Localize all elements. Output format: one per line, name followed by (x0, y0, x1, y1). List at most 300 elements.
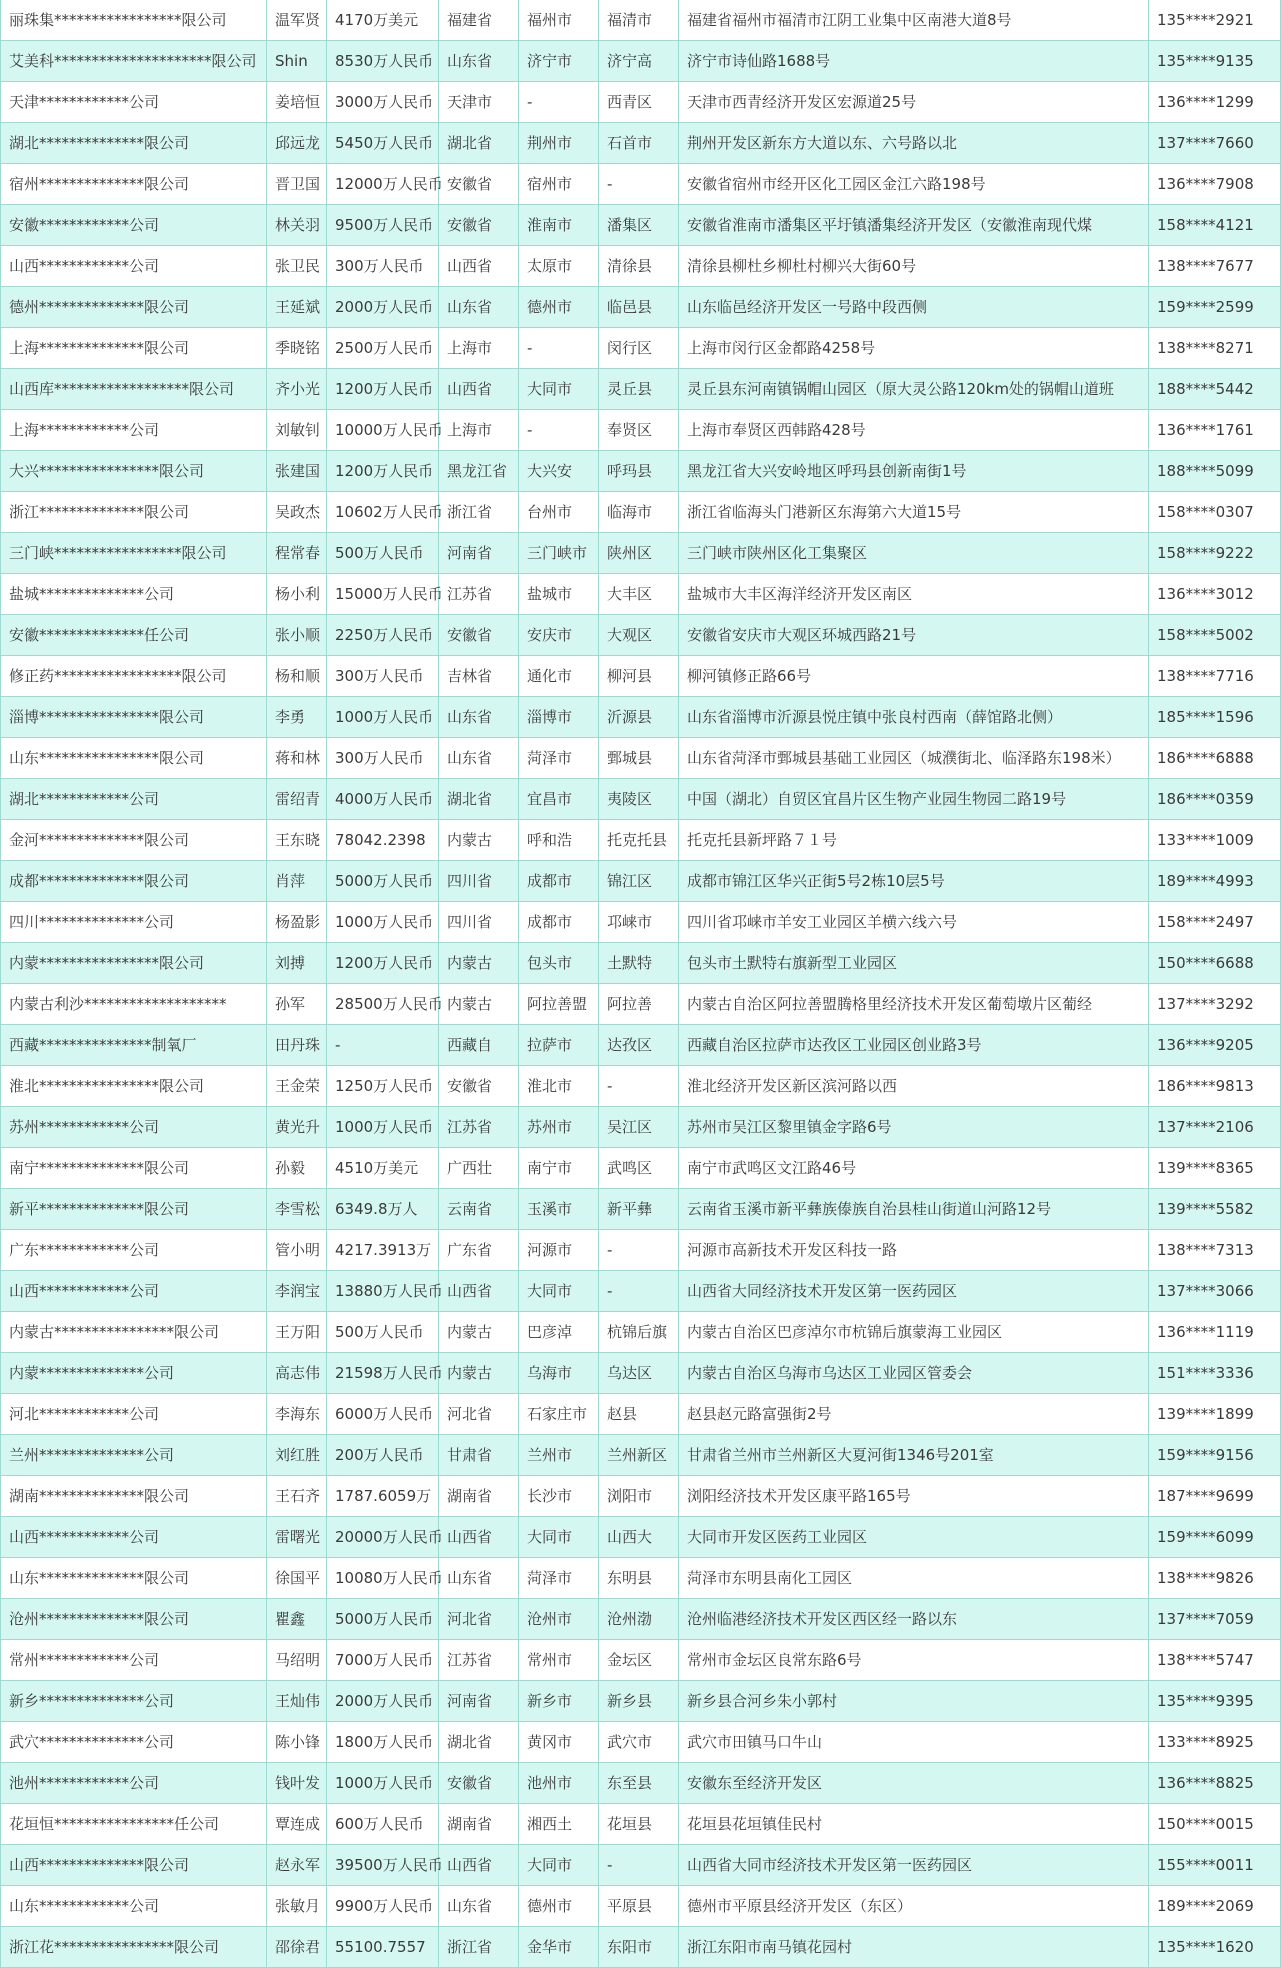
legal-rep-cell: 吴政杰 (267, 492, 327, 533)
phone-cell: 186****6888 (1149, 738, 1281, 779)
company-name-cell: 内蒙古****************限公司 (1, 1312, 267, 1353)
legal-rep-cell: Shin (267, 41, 327, 82)
address-cell: 山东省菏泽市鄄城县基础工业园区（城濮街北、临泽路东198米） (679, 738, 1149, 779)
table-row (1, 1517, 1281, 1558)
city-cell: 成都市 (519, 861, 599, 902)
district-cell: 武穴市 (599, 1722, 679, 1763)
legal-rep-cell: 张卫民 (267, 246, 327, 287)
province-cell: 四川省 (439, 902, 519, 943)
phone-cell: 159****6099 (1149, 1517, 1281, 1558)
district-cell: 西青区 (599, 82, 679, 123)
phone-cell: 150****0015 (1149, 1804, 1281, 1845)
legal-rep-cell: 瞿鑫 (267, 1599, 327, 1640)
city-cell: 德州市 (519, 1886, 599, 1927)
address-cell: 内蒙古自治区乌海市乌达区工业园区管委会 (679, 1353, 1149, 1394)
province-cell: 湖北省 (439, 123, 519, 164)
registered-capital-cell: 4170万美元 (327, 0, 439, 41)
company-name-cell: 淮北****************限公司 (1, 1066, 267, 1107)
table-row (1, 984, 1281, 1025)
district-cell: 平原县 (599, 1886, 679, 1927)
district-cell: 浏阳市 (599, 1476, 679, 1517)
address-cell: 山西省大同经济技术开发区第一医药园区 (679, 1271, 1149, 1312)
address-cell: 常州市金坛区良常东路6号 (679, 1640, 1149, 1681)
address-cell: 花垣县花垣镇佳民村 (679, 1804, 1149, 1845)
legal-rep-cell: 管小明 (267, 1230, 327, 1271)
company-name-cell: 常州************公司 (1, 1640, 267, 1681)
legal-rep-cell: 蒋和林 (267, 738, 327, 779)
district-cell: 呼玛县 (599, 451, 679, 492)
address-cell: 大同市开发区医药工业园区 (679, 1517, 1149, 1558)
province-cell: 上海市 (439, 410, 519, 451)
district-cell: 陕州区 (599, 533, 679, 574)
province-cell: 山东省 (439, 1558, 519, 1599)
province-cell: 江苏省 (439, 574, 519, 615)
province-cell: 湖北省 (439, 779, 519, 820)
phone-cell: 139****5582 (1149, 1189, 1281, 1230)
table-row (1, 1312, 1281, 1353)
province-cell: 浙江省 (439, 1927, 519, 1968)
registered-capital-cell: 4217.3913万 (327, 1230, 439, 1271)
company-name-cell: 沧州**************限公司 (1, 1599, 267, 1640)
company-name-cell: 西藏***************制氧厂 (1, 1025, 267, 1066)
city-cell: 新乡市 (519, 1681, 599, 1722)
city-cell: 南宁市 (519, 1148, 599, 1189)
province-cell: 云南省 (439, 1189, 519, 1230)
company-name-cell: 武穴**************公司 (1, 1722, 267, 1763)
company-name-cell: 山西库******************限公司 (1, 369, 267, 410)
company-name-cell: 池州************公司 (1, 1763, 267, 1804)
company-name-cell: 内蒙古利沙******************* (1, 984, 267, 1025)
company-name-cell: 浙江花****************限公司 (1, 1927, 267, 1968)
legal-rep-cell: 马绍明 (267, 1640, 327, 1681)
city-cell: 包头市 (519, 943, 599, 984)
city-cell: 淮南市 (519, 205, 599, 246)
table-row (1, 1189, 1281, 1230)
district-cell: 花垣县 (599, 1804, 679, 1845)
table-row (1, 533, 1281, 574)
phone-cell: 135****1620 (1149, 1927, 1281, 1968)
address-cell: 新乡县合河乡朱小郭村 (679, 1681, 1149, 1722)
address-cell: 德州市平原县经济开发区（东区） (679, 1886, 1149, 1927)
address-cell: 山西省大同市经济技术开发区第一医药园区 (679, 1845, 1149, 1886)
address-cell: 上海市奉贤区西韩路428号 (679, 410, 1149, 451)
legal-rep-cell: 邵徐君 (267, 1927, 327, 1968)
registered-capital-cell: 1800万人民币 (327, 1722, 439, 1763)
company-name-cell: 花垣恒****************任公司 (1, 1804, 267, 1845)
phone-cell: 138****9826 (1149, 1558, 1281, 1599)
city-cell: 大同市 (519, 1517, 599, 1558)
phone-cell: 136****3012 (1149, 574, 1281, 615)
city-cell: 呼和浩 (519, 820, 599, 861)
district-cell: 大丰区 (599, 574, 679, 615)
table-row (1, 1435, 1281, 1476)
city-cell: 长沙市 (519, 1476, 599, 1517)
address-cell: 盐城市大丰区海洋经济开发区南区 (679, 574, 1149, 615)
district-cell: 济宁高 (599, 41, 679, 82)
province-cell: 安徽省 (439, 164, 519, 205)
province-cell: 山东省 (439, 287, 519, 328)
company-name-cell: 新乡**************公司 (1, 1681, 267, 1722)
address-cell: 上海市闵行区金都路4258号 (679, 328, 1149, 369)
legal-rep-cell: 陈小锋 (267, 1722, 327, 1763)
registered-capital-cell: 600万人民币 (327, 1804, 439, 1845)
table-row (1, 369, 1281, 410)
city-cell: 石家庄市 (519, 1394, 599, 1435)
district-cell: 吴江区 (599, 1107, 679, 1148)
address-cell: 成都市锦江区华兴正街5号2栋10层5号 (679, 861, 1149, 902)
registered-capital-cell: 1787.6059万 (327, 1476, 439, 1517)
registered-capital-cell: 9500万人民币 (327, 205, 439, 246)
company-name-cell: 山东************公司 (1, 1886, 267, 1927)
province-cell: 四川省 (439, 861, 519, 902)
province-cell: 内蒙古 (439, 1312, 519, 1353)
registered-capital-cell: 1000万人民币 (327, 1763, 439, 1804)
registered-capital-cell: 5450万人民币 (327, 123, 439, 164)
city-cell: 巴彦淖 (519, 1312, 599, 1353)
table-row (1, 1271, 1281, 1312)
phone-cell: 158****5002 (1149, 615, 1281, 656)
province-cell: 内蒙古 (439, 820, 519, 861)
legal-rep-cell: 孙军 (267, 984, 327, 1025)
phone-cell: 137****3066 (1149, 1271, 1281, 1312)
address-cell: 山东省淄博市沂源县悦庄镇中张良村西南（薛馆路北侧） (679, 697, 1149, 738)
registered-capital-cell: 10080万人民币 (327, 1558, 439, 1599)
company-name-cell: 山西************公司 (1, 246, 267, 287)
address-cell: 清徐县柳杜乡柳杜村柳兴大街60号 (679, 246, 1149, 287)
table-row (1, 1230, 1281, 1271)
company-name-cell: 金河**************限公司 (1, 820, 267, 861)
table-row (1, 779, 1281, 820)
phone-cell: 137****2106 (1149, 1107, 1281, 1148)
table-row (1, 246, 1281, 287)
company-name-cell: 丽珠集*****************限公司 (1, 0, 267, 41)
district-cell: - (599, 1845, 679, 1886)
registered-capital-cell: 5000万人民币 (327, 1599, 439, 1640)
district-cell: - (599, 1271, 679, 1312)
city-cell: 大同市 (519, 1271, 599, 1312)
phone-cell: 159****9156 (1149, 1435, 1281, 1476)
company-name-cell: 新平**************限公司 (1, 1189, 267, 1230)
company-name-cell: 修正药*****************限公司 (1, 656, 267, 697)
address-cell: 黑龙江省大兴安岭地区呼玛县创新南街1号 (679, 451, 1149, 492)
registered-capital-cell: 21598万人民币 (327, 1353, 439, 1394)
district-cell: 武鸣区 (599, 1148, 679, 1189)
phone-cell: 137****3292 (1149, 984, 1281, 1025)
province-cell: 吉林省 (439, 656, 519, 697)
address-cell: 沧州临港经济技术开发区西区经一路以东 (679, 1599, 1149, 1640)
province-cell: 山东省 (439, 738, 519, 779)
table-row (1, 1066, 1281, 1107)
address-cell: 河源市高新技术开发区科技一路 (679, 1230, 1149, 1271)
legal-rep-cell: 王灿伟 (267, 1681, 327, 1722)
province-cell: 湖北省 (439, 1722, 519, 1763)
phone-cell: 136****8825 (1149, 1763, 1281, 1804)
company-name-cell: 宿州**************限公司 (1, 164, 267, 205)
registered-capital-cell: 2000万人民币 (327, 1681, 439, 1722)
table-row (1, 1558, 1281, 1599)
phone-cell: 138****7313 (1149, 1230, 1281, 1271)
city-cell: 常州市 (519, 1640, 599, 1681)
address-cell: 福建省福州市福清市江阴工业集中区南港大道8号 (679, 0, 1149, 41)
legal-rep-cell: 邱远龙 (267, 123, 327, 164)
city-cell: 阿拉善盟 (519, 984, 599, 1025)
legal-rep-cell: 张建国 (267, 451, 327, 492)
legal-rep-cell: 王万阳 (267, 1312, 327, 1353)
registered-capital-cell: 4510万美元 (327, 1148, 439, 1189)
company-name-cell: 广东************公司 (1, 1230, 267, 1271)
phone-cell: 133****1009 (1149, 820, 1281, 861)
address-cell: 荆州开发区新东方大道以东、六号路以北 (679, 123, 1149, 164)
district-cell: 兰州新区 (599, 1435, 679, 1476)
phone-cell: 186****0359 (1149, 779, 1281, 820)
phone-cell: 136****1299 (1149, 82, 1281, 123)
city-cell: 盐城市 (519, 574, 599, 615)
phone-cell: 189****4993 (1149, 861, 1281, 902)
table-row (1, 41, 1281, 82)
address-cell: 安徽省安庆市大观区环城西路21号 (679, 615, 1149, 656)
legal-rep-cell: 钱叶发 (267, 1763, 327, 1804)
table-row (1, 861, 1281, 902)
table-row (1, 451, 1281, 492)
legal-rep-cell: 王金荣 (267, 1066, 327, 1107)
district-cell: 赵县 (599, 1394, 679, 1435)
company-name-cell: 安徽************公司 (1, 205, 267, 246)
table-row (1, 410, 1281, 451)
table-row (1, 1845, 1281, 1886)
city-cell: 淮北市 (519, 1066, 599, 1107)
legal-rep-cell: 张小顺 (267, 615, 327, 656)
company-name-cell: 南宁**************限公司 (1, 1148, 267, 1189)
legal-rep-cell: 杨小利 (267, 574, 327, 615)
province-cell: 山东省 (439, 697, 519, 738)
district-cell: 鄄城县 (599, 738, 679, 779)
legal-rep-cell: 李润宝 (267, 1271, 327, 1312)
district-cell: 福清市 (599, 0, 679, 41)
legal-rep-cell: 田丹珠 (267, 1025, 327, 1066)
company-name-cell: 内蒙****************限公司 (1, 943, 267, 984)
city-cell: 福州市 (519, 0, 599, 41)
phone-cell: 159****2599 (1149, 287, 1281, 328)
district-cell: 大观区 (599, 615, 679, 656)
company-name-cell: 成都**************限公司 (1, 861, 267, 902)
address-cell: 淮北经济开发区新区滨河路以西 (679, 1066, 1149, 1107)
phone-cell: 135****2921 (1149, 0, 1281, 41)
registered-capital-cell: 300万人民币 (327, 246, 439, 287)
city-cell: 菏泽市 (519, 1558, 599, 1599)
district-cell: 杭锦后旗 (599, 1312, 679, 1353)
registered-capital-cell: 13880万人民币 (327, 1271, 439, 1312)
city-cell: 苏州市 (519, 1107, 599, 1148)
company-name-cell: 苏州************公司 (1, 1107, 267, 1148)
registered-capital-cell: 1200万人民币 (327, 451, 439, 492)
district-cell: - (599, 164, 679, 205)
legal-rep-cell: 徐国平 (267, 1558, 327, 1599)
district-cell: 临海市 (599, 492, 679, 533)
registered-capital-cell: 1000万人民币 (327, 1107, 439, 1148)
district-cell: 石首市 (599, 123, 679, 164)
phone-cell: 138****7716 (1149, 656, 1281, 697)
company-name-cell: 山东****************限公司 (1, 738, 267, 779)
company-name-cell: 山西************公司 (1, 1517, 267, 1558)
address-cell: 云南省玉溪市新平彝族傣族自治县桂山街道山河路12号 (679, 1189, 1149, 1230)
table-row (1, 943, 1281, 984)
phone-cell: 133****8925 (1149, 1722, 1281, 1763)
registered-capital-cell: 500万人民币 (327, 1312, 439, 1353)
phone-cell: 158****9222 (1149, 533, 1281, 574)
registered-capital-cell: 1200万人民币 (327, 369, 439, 410)
address-cell: 中国（湖北）自贸区宜昌片区生物产业园生物园二路19号 (679, 779, 1149, 820)
table-row (1, 492, 1281, 533)
legal-rep-cell: 覃连成 (267, 1804, 327, 1845)
province-cell: 上海市 (439, 328, 519, 369)
city-cell: - (519, 410, 599, 451)
registered-capital-cell: 55100.7557 (327, 1927, 439, 1968)
table-row (1, 902, 1281, 943)
city-cell: 德州市 (519, 287, 599, 328)
table-row (1, 164, 1281, 205)
registered-capital-cell: 6000万人民币 (327, 1394, 439, 1435)
province-cell: 湖南省 (439, 1804, 519, 1845)
province-cell: 山西省 (439, 246, 519, 287)
company-name-cell: 天津************公司 (1, 82, 267, 123)
address-cell: 菏泽市东明县南化工园区 (679, 1558, 1149, 1599)
legal-rep-cell: 林关羽 (267, 205, 327, 246)
address-cell: 安徽省淮南市潘集区平圩镇潘集经济开发区（安徽淮南现代煤 (679, 205, 1149, 246)
legal-rep-cell: 晋卫国 (267, 164, 327, 205)
province-cell: 安徽省 (439, 1763, 519, 1804)
table-row (1, 1148, 1281, 1189)
province-cell: 山东省 (439, 41, 519, 82)
district-cell: 闵行区 (599, 328, 679, 369)
registered-capital-cell: 20000万人民币 (327, 1517, 439, 1558)
city-cell: 金华市 (519, 1927, 599, 1968)
province-cell: 山西省 (439, 1517, 519, 1558)
district-cell: 山西大 (599, 1517, 679, 1558)
address-cell: 托克托县新坪路７１号 (679, 820, 1149, 861)
legal-rep-cell: 肖萍 (267, 861, 327, 902)
city-cell: 湘西土 (519, 1804, 599, 1845)
phone-cell: 150****6688 (1149, 943, 1281, 984)
phone-cell: 136****1119 (1149, 1312, 1281, 1353)
table-row (1, 615, 1281, 656)
table-row (1, 820, 1281, 861)
table-row (1, 1722, 1281, 1763)
registered-capital-cell: 5000万人民币 (327, 861, 439, 902)
table-row (1, 287, 1281, 328)
phone-cell: 138****7677 (1149, 246, 1281, 287)
legal-rep-cell: 王东晓 (267, 820, 327, 861)
district-cell: 东至县 (599, 1763, 679, 1804)
legal-rep-cell: 温军贤 (267, 0, 327, 41)
registered-capital-cell: 9900万人民币 (327, 1886, 439, 1927)
table-row (1, 205, 1281, 246)
city-cell: 淄博市 (519, 697, 599, 738)
phone-cell: 189****2069 (1149, 1886, 1281, 1927)
legal-rep-cell: 雷曙光 (267, 1517, 327, 1558)
province-cell: 江苏省 (439, 1107, 519, 1148)
address-cell: 包头市土默特右旗新型工业园区 (679, 943, 1149, 984)
phone-cell: 185****1596 (1149, 697, 1281, 738)
table-row (1, 656, 1281, 697)
legal-rep-cell: 王石齐 (267, 1476, 327, 1517)
legal-rep-cell: 刘红胜 (267, 1435, 327, 1476)
phone-cell: 136****7908 (1149, 164, 1281, 205)
district-cell: 邛崃市 (599, 902, 679, 943)
address-cell: 苏州市吴江区黎里镇金字路6号 (679, 1107, 1149, 1148)
registered-capital-cell: 28500万人民币 (327, 984, 439, 1025)
address-cell: 安徽省宿州市经开区化工园区金江六路198号 (679, 164, 1149, 205)
registered-capital-cell: 78042.2398 (327, 820, 439, 861)
company-name-cell: 四川**************公司 (1, 902, 267, 943)
address-cell: 柳河镇修正路66号 (679, 656, 1149, 697)
table-row (1, 1353, 1281, 1394)
city-cell: 通化市 (519, 656, 599, 697)
province-cell: 湖南省 (439, 1476, 519, 1517)
city-cell: 池州市 (519, 1763, 599, 1804)
table-row (1, 738, 1281, 779)
registered-capital-cell: 300万人民币 (327, 656, 439, 697)
address-cell: 济宁市诗仙路1688号 (679, 41, 1149, 82)
company-name-cell: 上海**************限公司 (1, 328, 267, 369)
district-cell: 沧州渤 (599, 1599, 679, 1640)
phone-cell: 188****5099 (1149, 451, 1281, 492)
phone-cell: 186****9813 (1149, 1066, 1281, 1107)
city-cell: 兰州市 (519, 1435, 599, 1476)
province-cell: 广东省 (439, 1230, 519, 1271)
table-row (1, 1107, 1281, 1148)
company-name-cell: 湖北**************限公司 (1, 123, 267, 164)
address-cell: 四川省邛崃市羊安工业园区羊横六线六号 (679, 902, 1149, 943)
province-cell: 内蒙古 (439, 1353, 519, 1394)
table-row (1, 123, 1281, 164)
company-name-cell: 兰州**************公司 (1, 1435, 267, 1476)
table-row (1, 574, 1281, 615)
district-cell: 锦江区 (599, 861, 679, 902)
legal-rep-cell: 王延斌 (267, 287, 327, 328)
address-cell: 西藏自治区拉萨市达孜区工业园区创业路3号 (679, 1025, 1149, 1066)
district-cell: 乌达区 (599, 1353, 679, 1394)
address-cell: 武穴市田镇马口牛山 (679, 1722, 1149, 1763)
legal-rep-cell: 刘搏 (267, 943, 327, 984)
province-cell: 山西省 (439, 1845, 519, 1886)
table-row (1, 0, 1281, 41)
company-name-cell: 盐城**************公司 (1, 574, 267, 615)
registered-capital-cell: 10602万人民币 (327, 492, 439, 533)
table-row (1, 82, 1281, 123)
province-cell: 河南省 (439, 1681, 519, 1722)
table-row (1, 697, 1281, 738)
registered-capital-cell: 200万人民币 (327, 1435, 439, 1476)
province-cell: 山东省 (439, 1886, 519, 1927)
legal-rep-cell: 黄光升 (267, 1107, 327, 1148)
province-cell: 福建省 (439, 0, 519, 41)
phone-cell: 187****9699 (1149, 1476, 1281, 1517)
phone-cell: 158****2497 (1149, 902, 1281, 943)
table-row (1, 1599, 1281, 1640)
table-row (1, 328, 1281, 369)
city-cell: 河源市 (519, 1230, 599, 1271)
registered-capital-cell: 3000万人民币 (327, 82, 439, 123)
province-cell: 山西省 (439, 369, 519, 410)
registered-capital-cell: - (327, 1025, 439, 1066)
registered-capital-cell: 15000万人民币 (327, 574, 439, 615)
city-cell: 宿州市 (519, 164, 599, 205)
table-row (1, 1804, 1281, 1845)
company-name-cell: 湖南**************限公司 (1, 1476, 267, 1517)
province-cell: 河南省 (439, 533, 519, 574)
company-name-cell: 艾美科*********************限公司 (1, 41, 267, 82)
city-cell: 济宁市 (519, 41, 599, 82)
